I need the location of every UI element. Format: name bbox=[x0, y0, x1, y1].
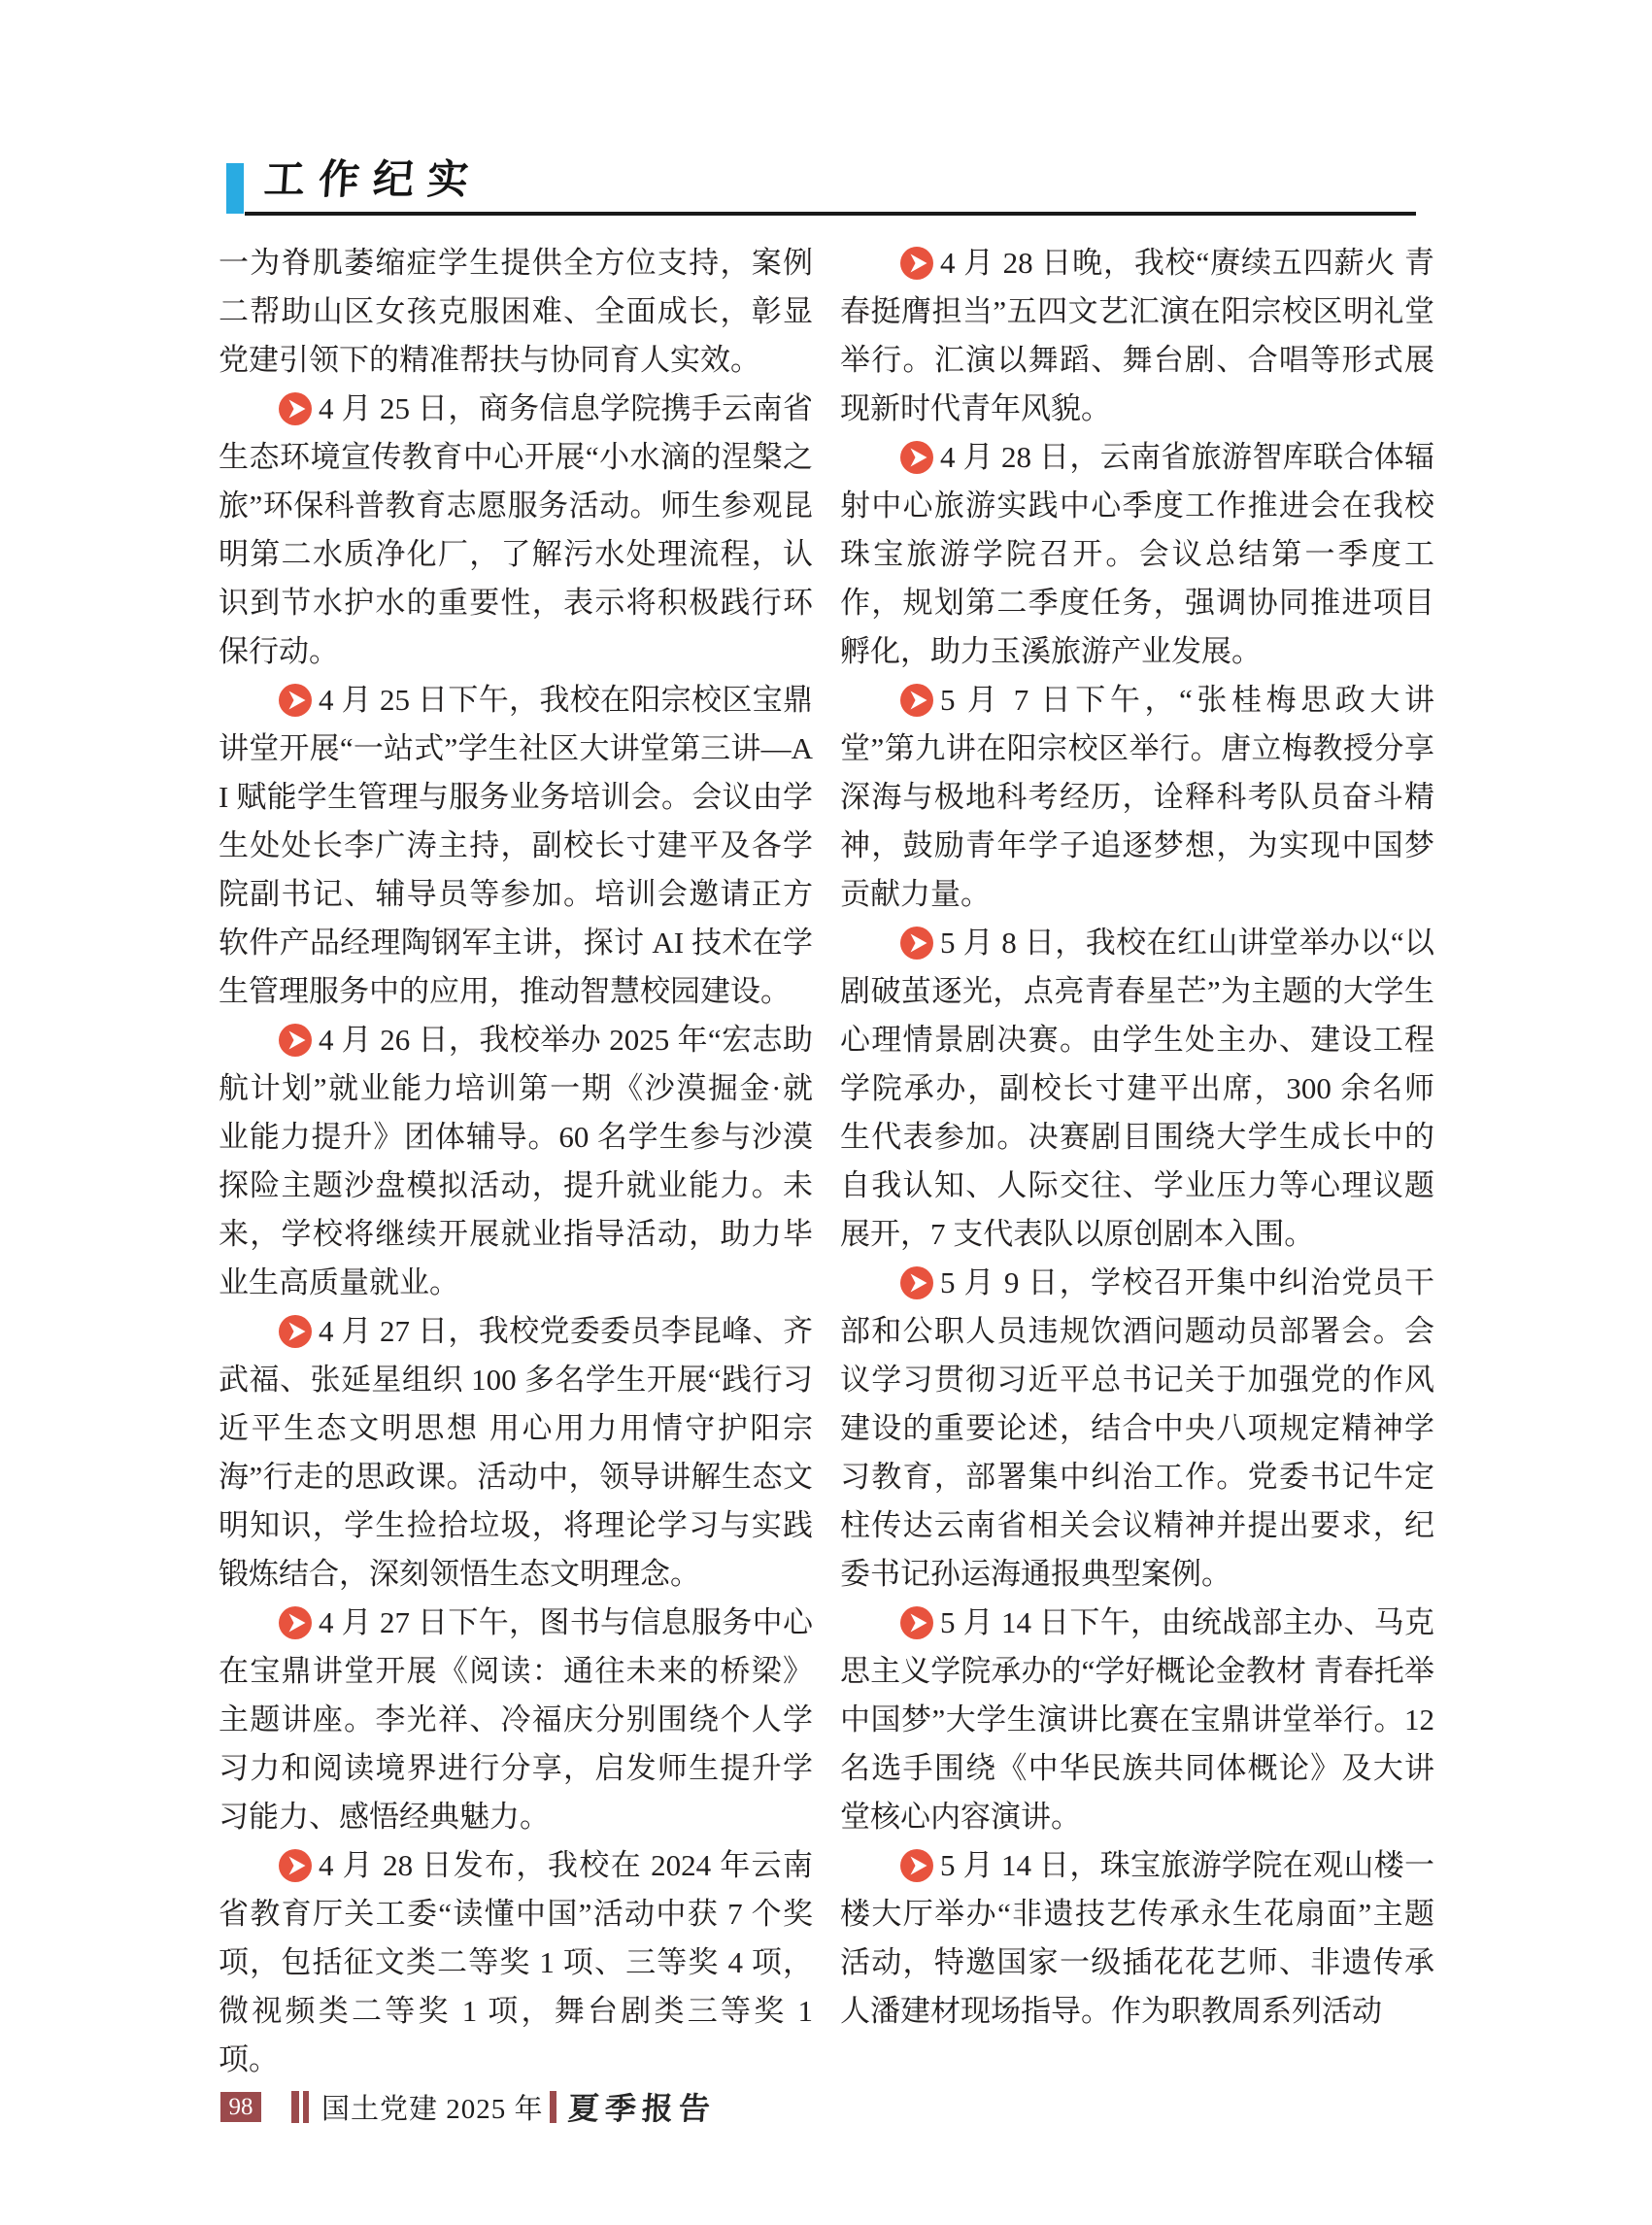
news-paragraph bbox=[840, 1259, 1434, 1599]
paragraph-text: 4 月 26 日，我校举办 2025 年“宏志助航计划”就业能力培训第一期《沙漠掘金·就业能力提升》团体辅导。60 名学生参与沙漠探险主题沙盘模拟活动，提升就业能力。未来，学校将继续开展就业指导活动，助力毕业生高质量就业。 bbox=[219, 1023, 813, 1299]
play-bullet-icon bbox=[279, 392, 312, 425]
paragraph-text: 4 月 28 日，云南省旅游智库联合体辐射中心旅游实践中心季度工作推进会在我校珠宝旅游学院召开。会议总结第一季度工作，规划第二季度任务，强调协同推进项目孵化，助力玉溪旅游产业发展。 bbox=[840, 440, 1434, 668]
news-paragraph bbox=[840, 239, 1434, 433]
news-paragraph bbox=[840, 433, 1434, 676]
paragraph-text: 5 月 9 日，学校召开集中纠治党员干部和公职人员违规饮酒问题动员部署会。会议学习贯彻习近平总书记关于加强党的作风建设的重要论述，结合中央八项规定精神学习教育，部署集中纠治工作。党委书记牛定柱传达云南省相关会议精神并提出要求，纪委书记孙运海通报典型案例。 bbox=[840, 1265, 1434, 1591]
news-paragraph bbox=[219, 1841, 813, 2084]
play-bullet-icon bbox=[900, 1266, 933, 1299]
news-paragraph bbox=[840, 1599, 1434, 1841]
news-paragraph bbox=[219, 1307, 813, 1599]
news-paragraph bbox=[219, 1599, 813, 1841]
paragraph-text: 一为脊肌萎缩症学生提供全方位支持，案例二帮助山区女孩克服困难、全面成长，彰显党建引领下的精准帮扶与协同育人实效。 bbox=[219, 246, 813, 377]
footer-double-bar-thin bbox=[303, 2091, 309, 2123]
paragraph-text: 5 月 14 日下午，由统战部主办、马克思主义学院承办的“学好概论金教材 青春托举中国梦”大学生演讲比赛在宝鼎讲堂举行。12 名选手围绕《中华民族共同体概论》及大讲堂核心内容演讲。 bbox=[840, 1605, 1434, 1834]
page-footer bbox=[220, 2084, 716, 2129]
footer-publication: 国土党建 2025 年 bbox=[321, 2093, 544, 2125]
paragraph-text: 4 月 27 日下午，图书与信息服务中心在宝鼎讲堂开展《阅读：通往未来的桥梁》主题讲座。李光祥、冷福庆分别围绕个人学习力和阅读境界进行分享，启发师生提升学习能力、感悟经典魅力。 bbox=[219, 1605, 813, 1834]
column-right bbox=[840, 239, 1434, 2084]
news-paragraph bbox=[840, 1841, 1434, 2036]
paragraph-text: 4 月 27 日，我校党委委员李昆峰、齐武福、张延星组织 100 多名学生开展“践行习近平生态文明思想 用心用力用情守护阳宗海”行走的思政课。活动中，领导讲解生态文明知识，学生捡拾垃圾，将理论学习与实践锻炼结合，深刻领悟生态文明理念。 bbox=[219, 1314, 813, 1591]
play-bullet-icon bbox=[279, 1024, 312, 1057]
footer-single-bar bbox=[550, 2091, 556, 2123]
play-bullet-icon bbox=[900, 1606, 933, 1639]
footer-double-bar-thick bbox=[291, 2091, 299, 2123]
news-paragraph bbox=[840, 676, 1434, 919]
news-paragraph bbox=[219, 385, 813, 676]
news-paragraph bbox=[219, 1016, 813, 1307]
play-bullet-icon bbox=[900, 1849, 933, 1882]
paragraph-text: 5 月 8 日，我校在红山讲堂举办以“以剧破茧逐光，点亮青春星芒”为主题的大学生心理情景剧决赛。由学生处主办、建设工程学院承办，副校长寸建平出席，300 余名师生代表参加。决赛剧目围绕大学生成长中的自我认知、人际交往、学业压力等心理议题展开，7 支代表队以原创剧本入围。 bbox=[840, 926, 1434, 1251]
column-left bbox=[219, 239, 813, 2084]
paragraph-text: 5 月 14 日，珠宝旅游学院在观山楼一楼大厅举办“非遗技艺传承永生花扇面”主题活动，特邀国家一级插花花艺师、非遗传承人潘建材现场指导。作为职教周系列活动 bbox=[840, 1848, 1434, 2028]
play-bullet-icon bbox=[900, 247, 933, 280]
header-accent-bar bbox=[226, 163, 244, 214]
page-title: 工作纪实 bbox=[262, 158, 484, 203]
play-bullet-icon bbox=[279, 684, 312, 717]
play-bullet-icon bbox=[279, 1849, 312, 1882]
news-paragraph bbox=[219, 239, 813, 385]
article-columns bbox=[219, 239, 1434, 2084]
paragraph-text: 4 月 28 日晚，我校“赓续五四薪火 青春挺膺担当”五四文艺汇演在阳宗校区明礼堂举行。汇演以舞蹈、舞台剧、合唱等形式展现新时代青年风貌。 bbox=[840, 246, 1434, 425]
paragraph-text: 4 月 28 日发布，我校在 2024 年云南省教育厅关工委“读懂中国”活动中获 7 个奖项，包括征文类二等奖 1 项、三等奖 4 项，微视频类二等奖 1 项，舞台剧类三等奖 1 项。 bbox=[219, 1848, 813, 2076]
play-bullet-icon bbox=[900, 684, 933, 717]
play-bullet-icon bbox=[900, 927, 933, 960]
header-rule bbox=[245, 212, 1416, 216]
page-number-badge: 98 bbox=[220, 2092, 261, 2122]
play-bullet-icon bbox=[279, 1606, 312, 1639]
news-paragraph bbox=[219, 676, 813, 1016]
news-paragraph bbox=[840, 919, 1434, 1259]
play-bullet-icon bbox=[900, 441, 933, 474]
footer-issue: 夏季报告 bbox=[566, 2091, 717, 2126]
paragraph-text: 5 月 7 日下午，“张桂梅思政大讲堂”第九讲在阳宗校区举行。唐立梅教授分享深海与极地科考经历，诠释科考队员奋斗精神，鼓励青年学子追逐梦想，为实现中国梦贡献力量。 bbox=[840, 683, 1434, 911]
paragraph-text: 4 月 25 日，商务信息学院携手云南省生态环境宣传教育中心开展“小水滴的涅槃之旅”环保科普教育志愿服务活动。师生参观昆明第二水质净化厂，了解污水处理流程，认识到节水护水的重要性，表示将积极践行环保行动。 bbox=[219, 391, 813, 668]
paragraph-text: 4 月 25 日下午，我校在阳宗校区宝鼎讲堂开展“一站式”学生社区大讲堂第三讲—AI 赋能学生管理与服务业务培训会。会议由学生处处长李广涛主持，副校长寸建平及各学院副书记、辅导员等参加。培训会邀请正方软件产品经理陶钢军主讲，探讨 AI 技术在学生管理服务中的应用，推动智慧校园建设。 bbox=[219, 683, 813, 1008]
play-bullet-icon bbox=[279, 1315, 312, 1348]
